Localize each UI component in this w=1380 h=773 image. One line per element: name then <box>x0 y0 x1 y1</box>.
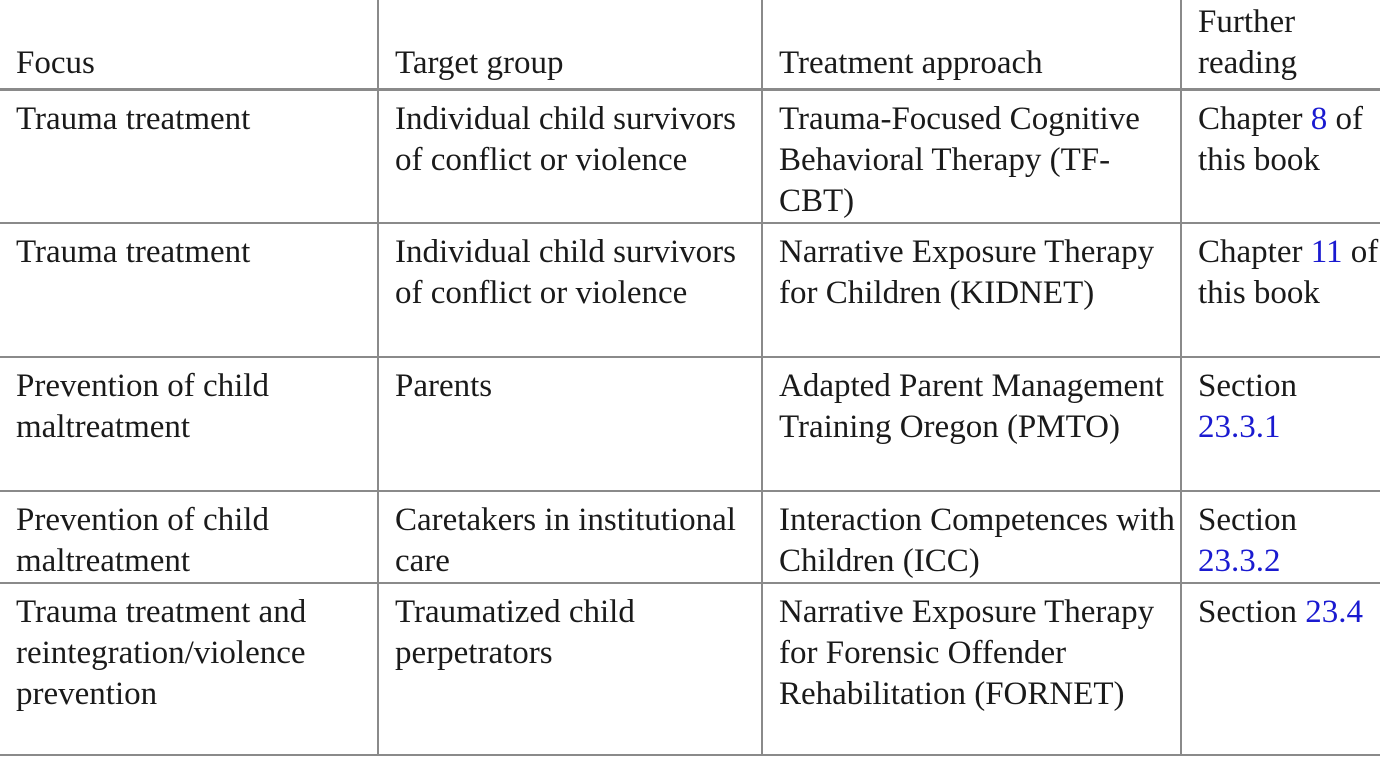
cell-focus: Trauma treatment <box>0 223 378 357</box>
reading-prefix: Section <box>1198 594 1297 630</box>
header-further-reading: Further reading <box>1181 0 1380 90</box>
cell-focus: Prevention of child maltreatment <box>0 357 378 491</box>
cell-focus: Trauma treatment and reintegration/violence prevention <box>0 583 378 755</box>
cell-further-reading <box>1181 491 1380 583</box>
cell-target-group: Traumatized child perpetrators <box>378 583 762 755</box>
reading-suffix: of this book <box>1198 234 1379 311</box>
reading-prefix: Chapter <box>1198 234 1303 270</box>
table-row <box>0 491 1380 583</box>
cell-approach: Interaction Competences with Children (ICC) <box>762 491 1181 583</box>
reading-prefix: Section <box>1198 368 1297 404</box>
header-target-group: Target group <box>378 0 762 90</box>
section-link[interactable]: 23.3.2 <box>1198 543 1281 579</box>
cell-further-reading <box>1181 90 1380 224</box>
chapter-link[interactable]: 8 <box>1310 101 1328 137</box>
header-focus: Focus <box>0 0 378 90</box>
table-row <box>0 357 1380 491</box>
table-row <box>0 583 1380 755</box>
cell-approach: Adapted Parent Management Training Oregon (PMTO) <box>762 357 1181 491</box>
cell-focus: Prevention of child maltreatment <box>0 491 378 583</box>
reading-prefix: Section <box>1198 502 1297 538</box>
cell-further-reading <box>1181 357 1380 491</box>
cell-target-group: Parents <box>378 357 762 491</box>
reading-suffix: of this book <box>1198 101 1363 178</box>
table-header-row <box>0 0 1380 90</box>
table-row <box>0 223 1380 357</box>
cell-target-group: Individual child survivors of conflict or violence <box>378 223 762 357</box>
cell-further-reading <box>1181 583 1380 755</box>
cell-target-group: Individual child survivors of conflict or violence <box>378 90 762 224</box>
section-link[interactable]: 23.4 <box>1305 594 1363 630</box>
section-link[interactable]: 23.3.1 <box>1198 409 1281 445</box>
header-treatment-approach: Treatment approach <box>762 0 1181 90</box>
cell-approach: Narrative Exposure Therapy for Forensic Offender Rehabilitation (FORNET) <box>762 583 1181 755</box>
cell-target-group: Caretakers in institutional care <box>378 491 762 583</box>
cell-approach: Narrative Exposure Therapy for Children (KIDNET) <box>762 223 1181 357</box>
table-row <box>0 90 1380 224</box>
cell-further-reading <box>1181 223 1380 357</box>
chapter-link[interactable]: 11 <box>1310 234 1343 270</box>
cell-focus: Trauma treatment <box>0 90 378 224</box>
cell-approach: Trauma-Focused Cognitive Behavioral Therapy (TF-CBT) <box>762 90 1181 224</box>
reading-prefix: Chapter <box>1198 101 1303 137</box>
